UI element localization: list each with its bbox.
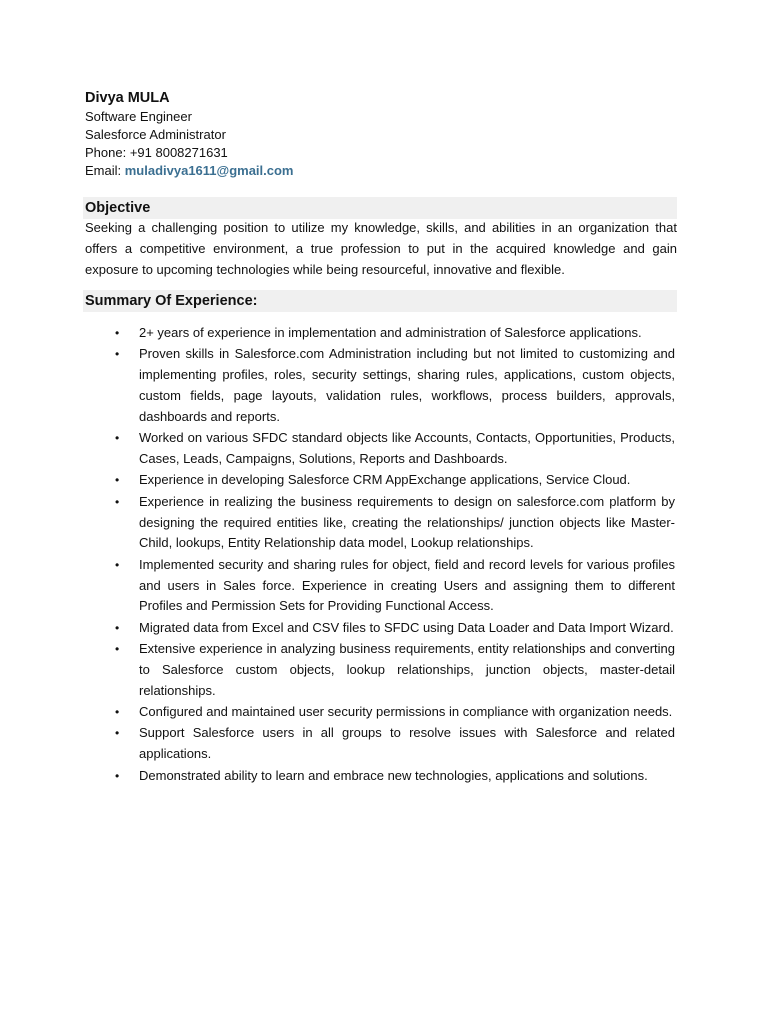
job-title-2: Salesforce Administrator xyxy=(85,127,226,142)
list-item-text: Demonstrated ability to learn and embrace new technologies, applications and solutions. xyxy=(139,767,648,783)
bullet-icon: • xyxy=(115,557,120,572)
list-item-text: Extensive experience in analyzing business requirements, entity relationships and converting to Salesforce custom objects, lookup relationships, junction objects, master-detail relationships. xyxy=(139,641,675,698)
job-title-1: Software Engineer xyxy=(85,109,192,124)
bullet-icon: • xyxy=(115,347,120,362)
list-item-text: Support Salesforce users in all groups to resolve issues with Salesforce and related applications. xyxy=(139,725,675,762)
list-item-text: Worked on various SFDC standard objects like Accounts, Contacts, Opportunities, Products, Cases, Leads, Campaigns, Solutions, Reports and Dashboards. xyxy=(139,430,675,466)
email-label: Email: xyxy=(85,163,125,178)
list-item xyxy=(115,492,675,554)
list-item xyxy=(115,702,675,723)
bullet-icon: • xyxy=(115,726,120,741)
list-item-text: Experience in realizing the business requirements to design on salesforce.com platform by designing the required entities like, creating the relationships/ junction objects like Master- Child, lookups, Entity Relationship data model, Lookup relationships. xyxy=(139,493,675,551)
bullet-icon: • xyxy=(115,705,120,720)
list-item-text: Implemented security and sharing rules for object, field and record levels for various profiles and users in Sales force. Experience in creating Users and assigning them to different Profiles and Permission Sets for Providing Functional Access. xyxy=(139,556,675,614)
bullet-icon: • xyxy=(115,431,120,446)
bullet-icon: • xyxy=(115,494,120,509)
list-item xyxy=(115,555,675,617)
experience-list xyxy=(115,323,675,787)
phone-line: Phone: +91 8008271631 xyxy=(85,145,228,160)
email-link[interactable]: muladivya1611@gmail.com xyxy=(124,163,294,178)
resume-header xyxy=(85,88,677,180)
list-item-text: 2+ years of experience in implementation and administration of Salesforce applications. xyxy=(139,325,642,340)
candidate-name: Divya MULA xyxy=(85,90,170,106)
list-item xyxy=(115,344,675,427)
bullet-icon: • xyxy=(115,768,120,783)
list-item-text: Migrated data from Excel and CSV files to SFDC using Data Loader and Data Import Wizard. xyxy=(139,619,674,635)
list-item xyxy=(115,323,675,344)
list-item-text: Proven skills in Salesforce.com Administration including but not limited to customizing and implementing profiles, roles, security settings, sharing rules, applications, custom objects, custom fields, page layouts, validation rules, workflows, process builders, approvals, dashboards and reports. xyxy=(139,346,675,424)
list-item-text: Configured and maintained user security permissions in compliance with organization needs. xyxy=(139,704,673,720)
list-item xyxy=(115,428,675,470)
list-item xyxy=(115,766,675,787)
bullet-icon: • xyxy=(115,473,120,488)
summary-heading: Summary Of Experience: xyxy=(83,290,677,312)
email-line xyxy=(85,162,677,180)
list-item-text: Experience in developing Salesforce CRM AppExchange applications, Service Cloud. xyxy=(139,472,631,488)
bullet-icon: • xyxy=(115,620,120,635)
objective-heading: Objective xyxy=(83,197,677,219)
list-item xyxy=(115,639,675,701)
objective-text: Seeking a challenging position to utilize my knowledge, skills, and abilities in an organization that offers a competitive environment, a true profession to put in the acquired knowledge and gain exposure to upcoming technologies while being resourceful, innovative and flexible. xyxy=(85,220,677,277)
bullet-icon: • xyxy=(115,642,120,657)
list-item xyxy=(115,723,675,765)
list-item xyxy=(115,618,675,639)
bullet-icon: • xyxy=(115,326,120,340)
list-item xyxy=(115,470,675,491)
